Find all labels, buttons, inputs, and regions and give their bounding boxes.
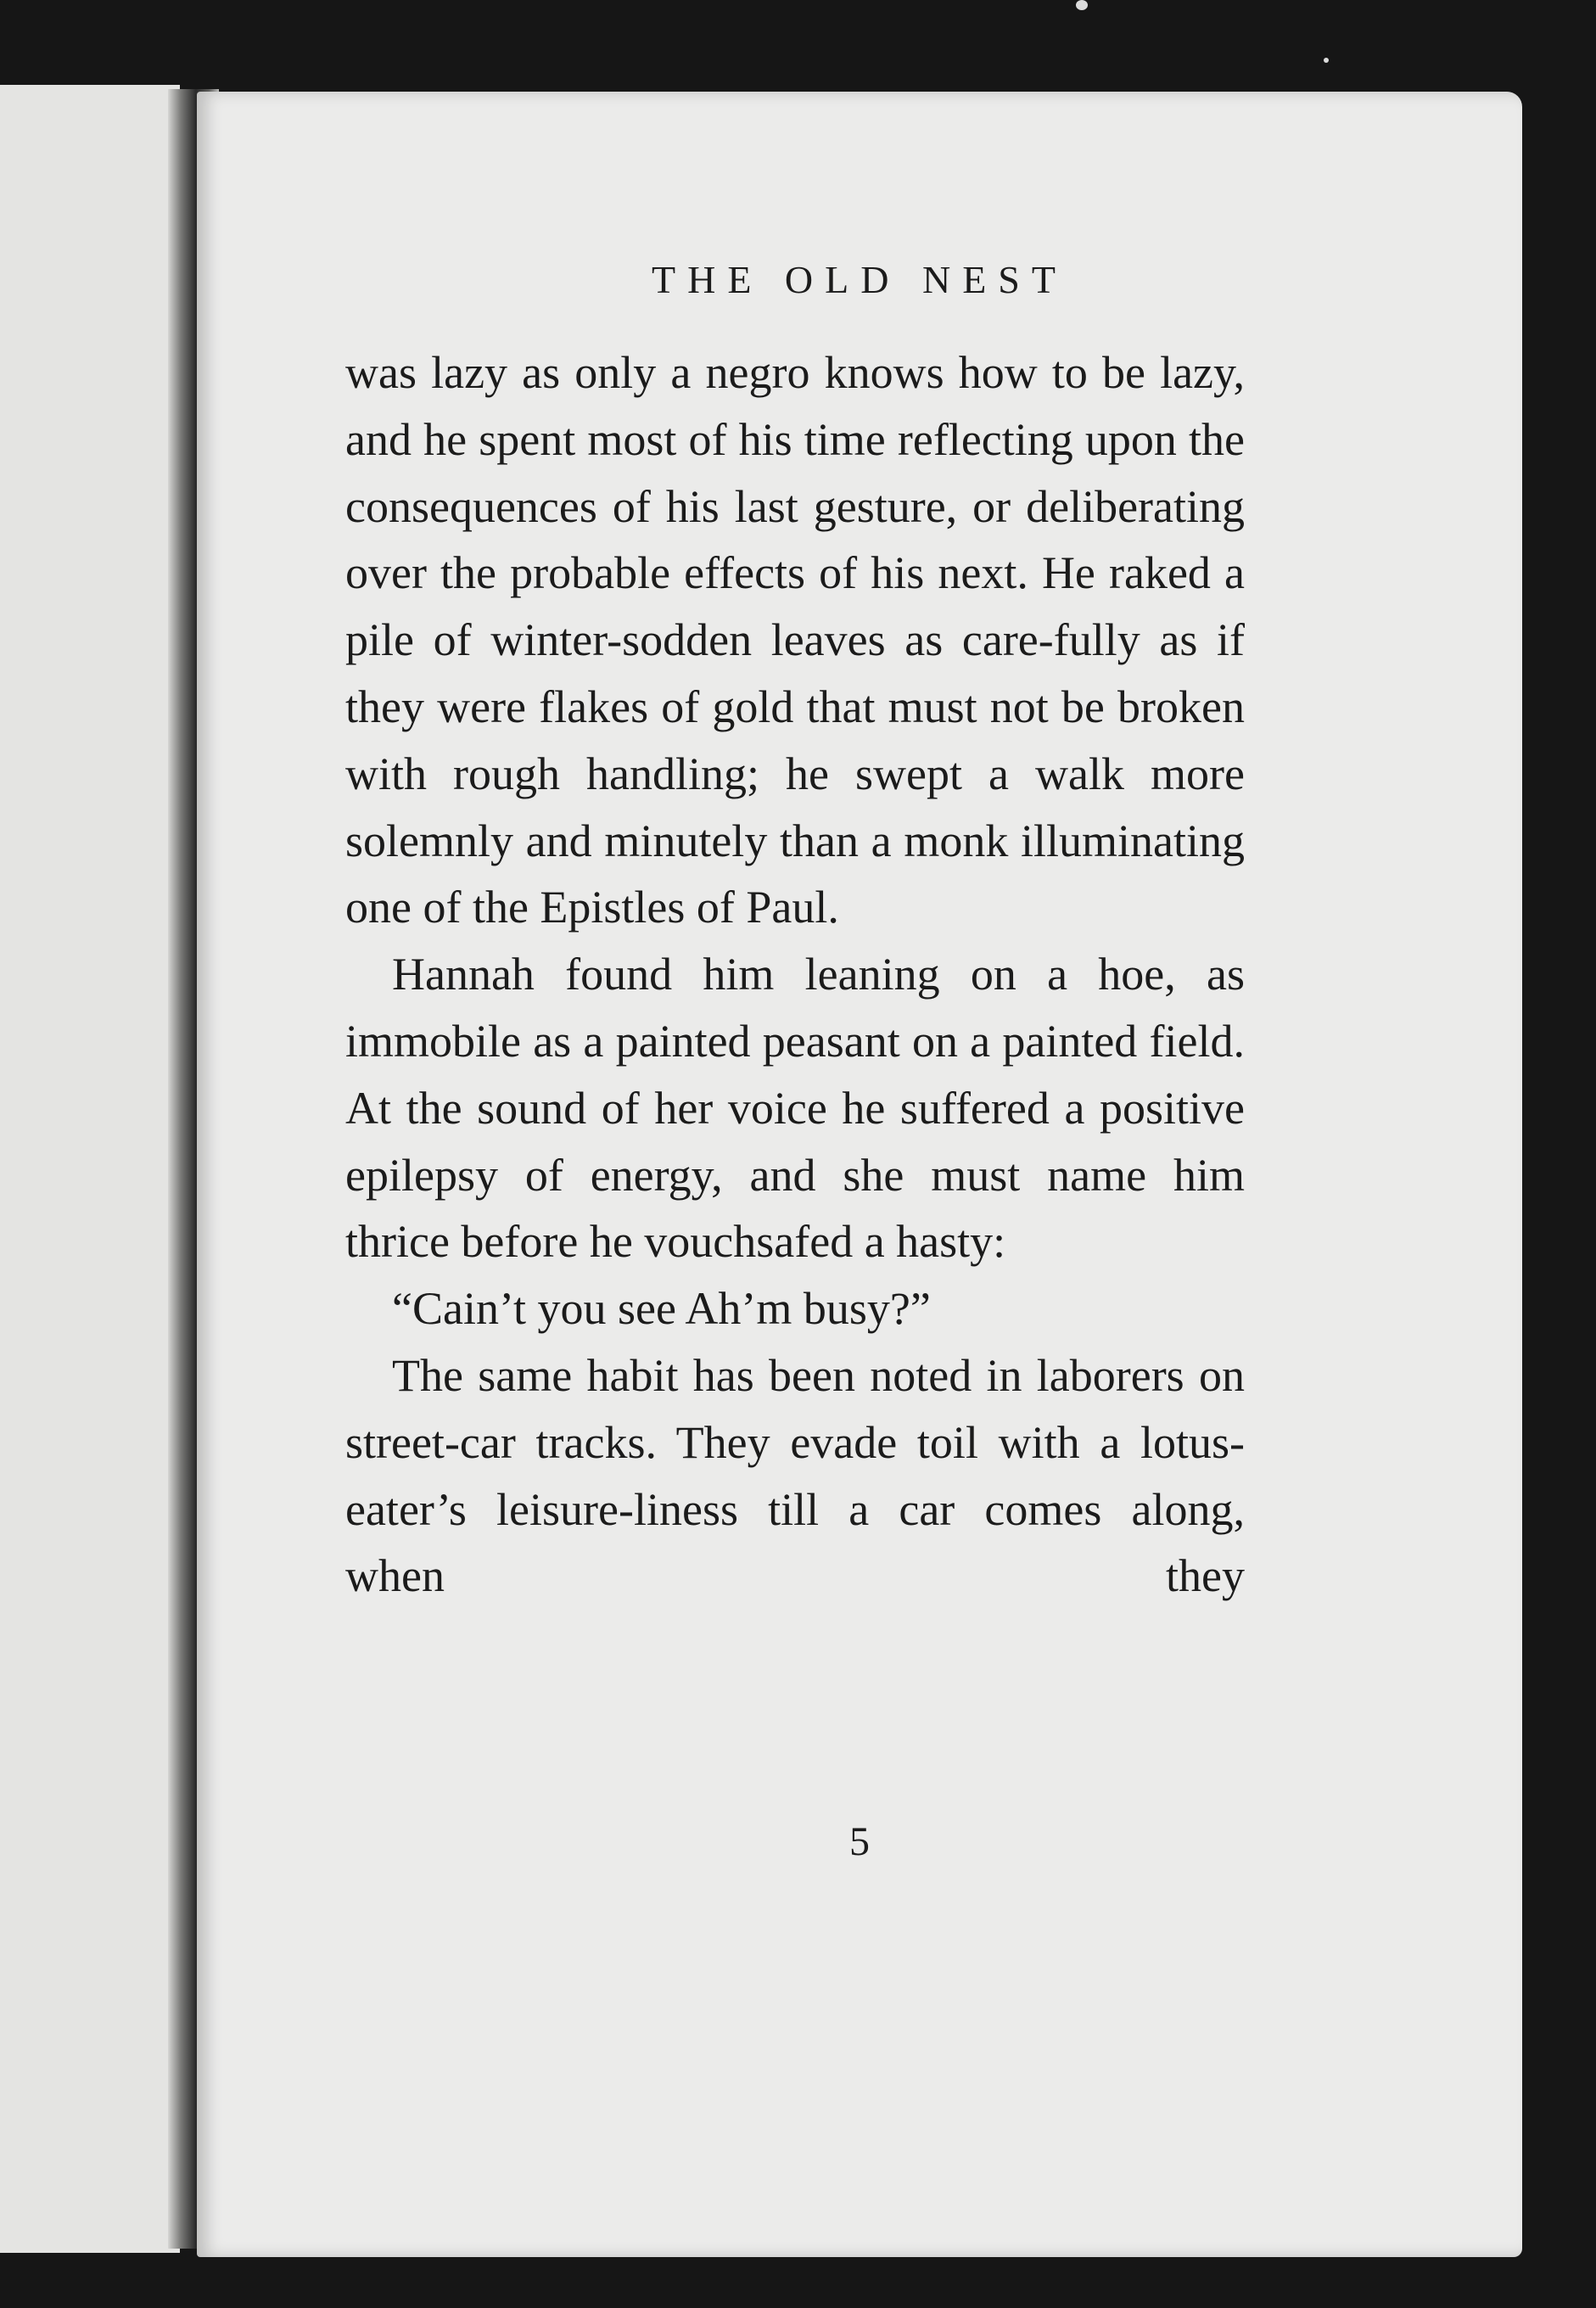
body-text	[345, 339, 1245, 1610]
page-number: 5	[849, 1819, 870, 1864]
paragraph: The same habit has been noted in laborers on street-car tracks. They evade toil with a lotus-eater’s leisure-liness till a car comes along, when they	[345, 1349, 1245, 1602]
scan-speck	[1076, 0, 1088, 10]
running-head: THE OLD NEST	[652, 258, 1067, 301]
paragraph: Hannah found him leaning on a hoe, as immobile as a painted peasant on a painted field. At the sound of her voice he suffered a positive epilepsy of energy, and she must name him thrice before he vouchsafed a hasty:	[345, 949, 1245, 1268]
paragraph-dialogue: “Cain’t you see Ah’m busy?”	[392, 1283, 931, 1335]
paragraph: was lazy as only a negro knows how to be lazy, and he spent most of his time reflecting upon the consequences of his last gesture, or deliberating over the probable effects of his next. He raked a pile of winter-sodden leaves as care-fully as if they were flakes of gold that must not be broken with rough handling; he swept a walk more solemnly and minutely than a monk illuminating one of the Epistles of Paul.	[345, 347, 1245, 933]
scan-speck	[1324, 58, 1329, 63]
facing-page-edge	[0, 85, 180, 2253]
book-page	[197, 92, 1522, 2257]
